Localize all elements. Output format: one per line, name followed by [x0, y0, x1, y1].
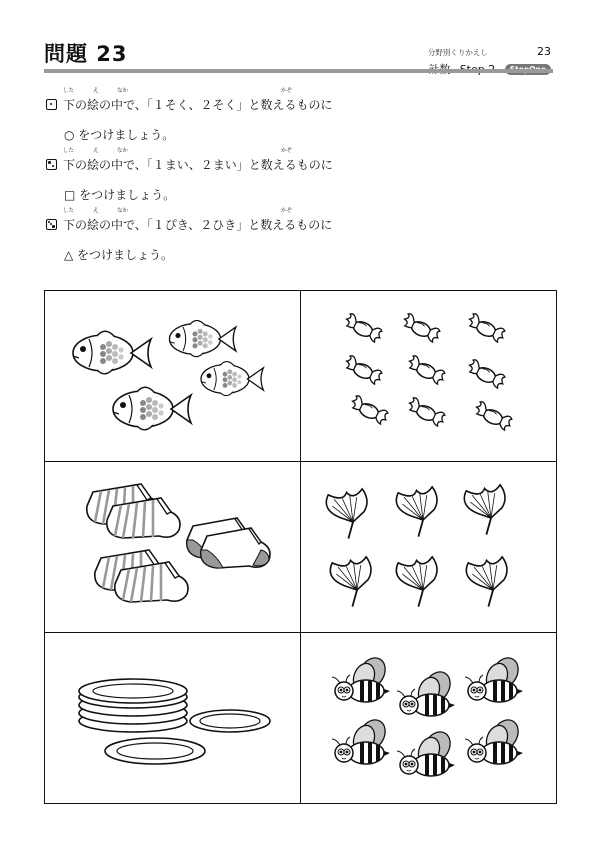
- socks-picture: [45, 462, 300, 632]
- ginkgo-leaves-picture: [301, 462, 556, 632]
- cell-bees[interactable]: [301, 633, 557, 804]
- dice-three-icon: [46, 219, 57, 230]
- question-3-instruction: △ をつけましょう。: [64, 248, 174, 262]
- dice-two-icon: [46, 159, 57, 170]
- question-1-instruction: ○ をつけましょう。: [64, 128, 175, 142]
- header-rule: [44, 69, 553, 73]
- cell-candy[interactable]: [301, 291, 557, 462]
- question-3: した え なか かぞ 下の絵の中で、「１ぴき、２ひき」と数えるものに: [46, 216, 332, 233]
- cell-plates[interactable]: [45, 633, 301, 804]
- question-3-text: 下の絵の中で、「１ぴき、２ひき」と数えるものに: [63, 218, 333, 232]
- question-1: した え なか かぞ 下の絵の中で、「１そく、２そく」と数えるものに: [46, 96, 333, 113]
- page-title: 問題 23: [44, 42, 128, 66]
- question-2-instruction: □ をつけましょう。: [64, 188, 176, 202]
- candy-picture: [301, 291, 556, 461]
- question-2-text: 下の絵の中で、「１まい、２まい」と数えるものに: [63, 158, 333, 172]
- question-1-text: 下の絵の中で、「１そく、２そく」と数えるものに: [63, 98, 333, 112]
- series-name: 分野別くりかえし: [427, 48, 488, 57]
- dice-one-icon: [46, 99, 57, 110]
- cell-fish[interactable]: [45, 291, 301, 462]
- picture-grid: [44, 290, 557, 804]
- plates-picture: [45, 633, 300, 803]
- cell-socks[interactable]: [45, 462, 301, 633]
- fish-picture: [45, 291, 300, 461]
- bees-picture: [301, 633, 556, 803]
- cell-ginkgo[interactable]: [301, 462, 557, 633]
- question-2: した え なか かぞ 下の絵の中で、「１まい、２まい」と数えるものに: [46, 156, 333, 173]
- page-number: 23: [537, 45, 551, 58]
